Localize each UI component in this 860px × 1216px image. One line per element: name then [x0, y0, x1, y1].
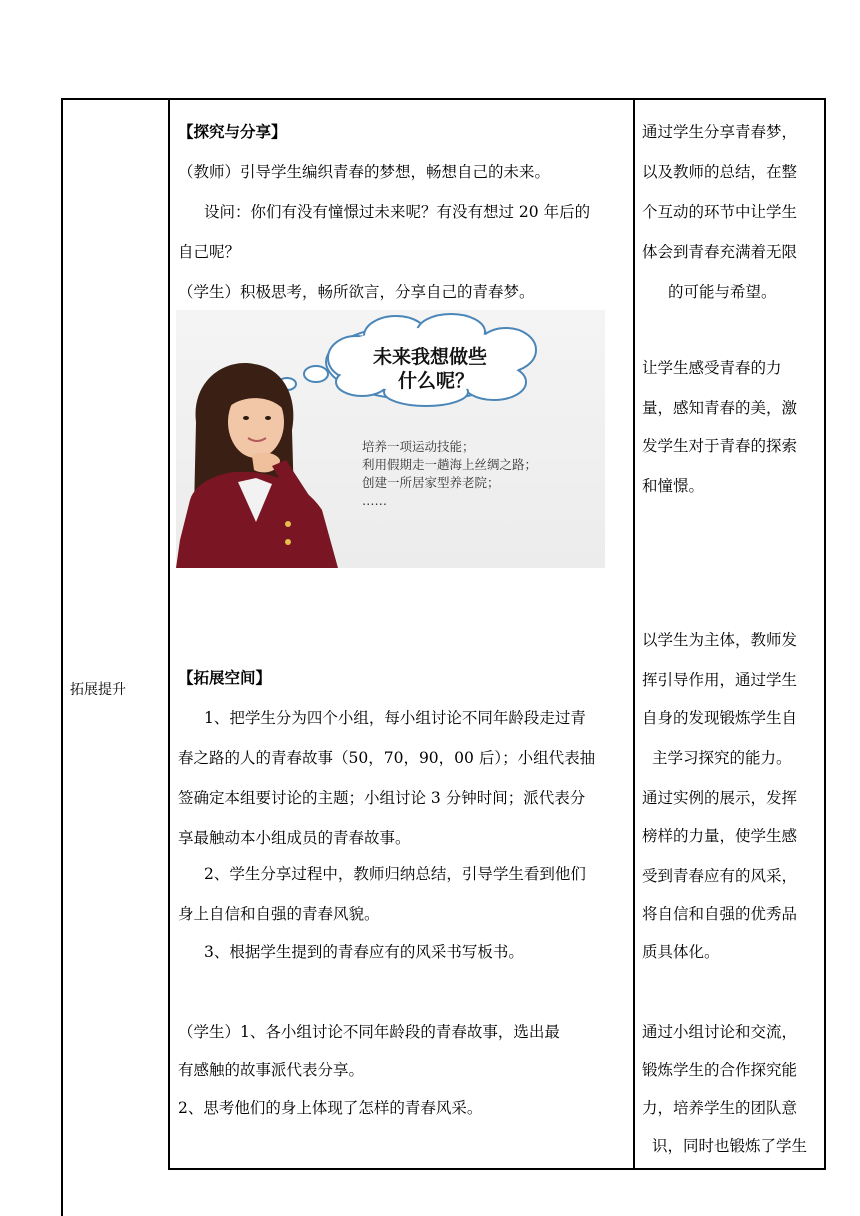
- note-line: 个互动的环节中让学生: [642, 203, 798, 221]
- student-line: （学生）积极思考，畅所欲言，分享自己的青春梦。: [178, 283, 535, 301]
- thought-line: 培养一项运动技能；: [362, 439, 475, 454]
- section-heading-expand: 【拓展空间】: [178, 668, 272, 687]
- item1-line: 1、把学生分为四个小组，每小组讨论不同年龄段走过青: [204, 709, 586, 727]
- section-heading-explore: 【探究与分享】: [178, 122, 287, 141]
- note-line: 锻炼学生的合作探究能: [642, 1061, 798, 1079]
- note-line: 质具体化。: [642, 943, 720, 961]
- note-line: 受到青春应有的风采，: [642, 867, 798, 885]
- note-line: 的可能与希望。: [668, 283, 777, 301]
- item2-line: 2、学生分享过程中，教师归纳总结，引导学生看到他们: [204, 865, 586, 883]
- note-line: 识，同时也锻炼了学生: [652, 1137, 808, 1155]
- column-divider-2: [633, 98, 635, 1170]
- student2-line: 有感触的故事派代表分享。: [178, 1061, 365, 1079]
- column-divider-1: [168, 98, 170, 1170]
- student2-line: （学生）1、各小组讨论不同年龄段的青春故事，选出最: [178, 1023, 560, 1041]
- note-line: 将自信和自强的优秀品: [642, 905, 798, 923]
- note-line: 发学生对于青春的探索: [642, 437, 798, 455]
- item1-line: 春之路的人的青春故事（50，70，90，00 后）；小组代表抽: [178, 749, 596, 767]
- thought-line: 创建一所居家型养老院；: [362, 475, 500, 490]
- table-right-border: [824, 98, 826, 1170]
- item1-line: 享最触动本小组成员的青春故事。: [178, 829, 411, 847]
- student2-line: 2、思考他们的身上体现了怎样的青春风采。: [178, 1099, 483, 1117]
- thought-line: 利用假期走一趟海上丝绸之路；: [362, 457, 538, 472]
- note-line: 以学生为主体，教师发: [642, 631, 798, 649]
- question-line-1: 设问：你们有没有憧憬过未来呢？有没有想过 20 年后的: [204, 203, 591, 221]
- teacher-line: （教师）引导学生编织青春的梦想，畅想自己的未来。: [178, 163, 551, 181]
- item2-line: 身上自信和自强的青春风貌。: [178, 905, 380, 923]
- note-line: 体会到青春充满着无限: [642, 243, 798, 261]
- note-line: 让学生感受青春的力: [642, 359, 782, 377]
- table-left-border: [61, 98, 63, 1216]
- thought-line: ……: [362, 493, 387, 508]
- bubble-text-line1: 未来我想做些: [373, 346, 488, 368]
- note-line: 自身的发现锻炼学生自: [642, 709, 798, 727]
- note-line: 和憧憬。: [642, 477, 705, 495]
- note-line: 通过实例的展示，发挥: [642, 789, 798, 807]
- note-line: 以及教师的总结，在整: [642, 163, 798, 181]
- item1-line: 签确定本组要讨论的主题；小组讨论 3 分钟时间；派代表分: [178, 789, 586, 807]
- note-line: 量，感知青春的美，激: [642, 399, 798, 417]
- table-top-border: [61, 98, 826, 100]
- item3-line: 3、根据学生提到的青春应有的风采书写板书。: [204, 943, 524, 961]
- note-line: 通过学生分享青春梦，: [642, 123, 798, 141]
- note-line: 挥引导作用，通过学生: [642, 671, 798, 689]
- girl-thinking-image: [176, 310, 605, 568]
- table-bottom-border: [168, 1168, 826, 1170]
- note-line: 主学习探究的能力。: [652, 749, 792, 767]
- note-line: 榜样的力量，使学生感: [642, 827, 798, 845]
- bubble-text-line2: 什么呢？: [398, 370, 475, 392]
- row-label: 拓展提升: [70, 682, 126, 698]
- question-line-2: 自己呢？: [178, 243, 241, 261]
- note-line: 力，培养学生的团队意: [642, 1099, 798, 1117]
- note-line: 通过小组讨论和交流，: [642, 1023, 798, 1041]
